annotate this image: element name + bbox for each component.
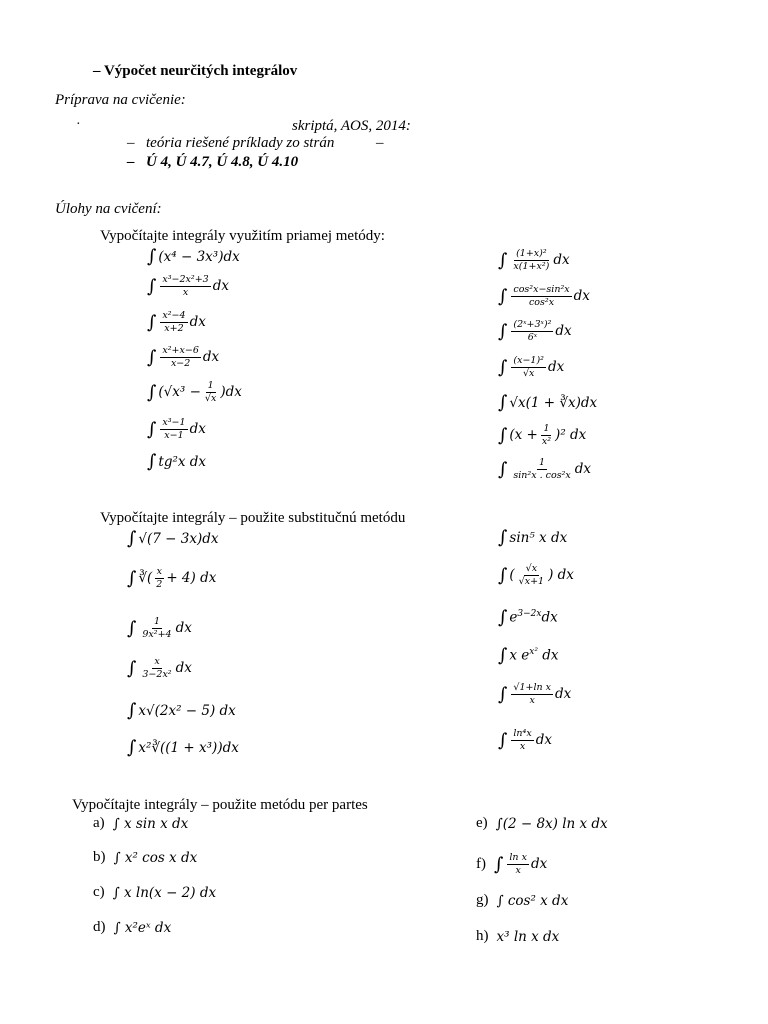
integral-parts-b: b) ∫ x² cos x dx (93, 849, 198, 866)
integral-subst-12: ∫ $\frac{\text{ln⁴x}}{x}$ dx (498, 728, 552, 752)
integral-direct-3: ∫ $\frac{\text{x²−4}}{x+2}$ dx (147, 310, 206, 334)
integral-subst-4: ∫ $\frac{x}{\text{3−2x²}}$ dx (127, 656, 192, 680)
integral-direct-2: ∫ $\frac{\text{x³−2x²+3}}{x}$ dx (147, 274, 229, 298)
integral-subst-2: ∫ ∛( $\frac{x}{2}$ + 4) dx (127, 566, 217, 590)
integral-direct-6: ∫ $\frac{\text{x³−1}}{x-1}$ dx (147, 417, 206, 441)
integral-direct-12: ∫ √x(1 + ∛x)dx (498, 392, 598, 413)
dash-marker: – (127, 135, 135, 151)
integral-direct-14: ∫ $\frac{1}{\text{sin²x . cos²x}}$ dx (498, 457, 591, 481)
integral-subst-10: ∫ x $e^{x^2}$ dx (498, 645, 559, 666)
integral-subst-6: ∫ x²∛((1 + x³))dx (127, 737, 239, 758)
integral-direct-5: ∫ (√x³ − $\frac{1}{√x}$ )dx (147, 380, 242, 404)
integral-direct-10: ∫ $\frac{\text{(2ˣ+3ˣ)²}}{\text{6ˣ}}$ dx (498, 319, 572, 343)
integral-direct-13: ∫ (x + $\frac{1}{\text{x²}}$ )² dx (498, 423, 587, 447)
integral-parts-h: h) x³ ln x dx (476, 928, 560, 945)
integral-subst-9: ∫ $e^{3-2x}dx$ (498, 607, 558, 628)
integral-subst-3: ∫ $\frac{1}{\text{9x²+4}}$ dx (127, 616, 192, 640)
section-subst-heading: Vypočítajte integrály – použite substitučnú metódu (100, 510, 406, 526)
integral-parts-a: a) ∫ x sin x dx (93, 815, 189, 832)
integral-parts-c: c) ∫ x ln(x − 2) dx (93, 884, 217, 901)
tasks-label: Úlohy na cvičení: (55, 201, 162, 217)
integral-parts-f: f) ∫ $\frac{\text{ln x}}{x}$ dx (476, 852, 548, 876)
integral-direct-7: ∫ tg²x dx (147, 451, 207, 472)
integral-subst-8: ∫ ( $\frac{√x}{√x+1}$ ) dx (498, 563, 574, 587)
integral-subst-11: ∫ $\frac{\text{√1+ln x}}{x}$ dx (498, 682, 572, 706)
integral-subst-1: ∫ √(7 − 3x)dx (127, 528, 219, 549)
integral-direct-1: ∫ (x⁴ − 3x³)dx (147, 246, 240, 267)
integral-subst-5: ∫ x√(2x² − 5) dx (127, 700, 236, 721)
theory-line: teória riešené príklady zo strán (146, 135, 335, 151)
integral-parts-g: g) ∫ cos² x dx (476, 892, 569, 909)
page-title: – Výpočet neurčitých integrálov (93, 63, 298, 79)
preparation-label: Príprava na cvičenie: (55, 92, 186, 108)
integral-direct-11: ∫ $\frac{\text{(x−1)²}}{√x}$ dx (498, 355, 565, 379)
integral-parts-e: e) ∫(2 − 8x) ln x dx (476, 815, 608, 832)
integral-direct-8: ∫ $\frac{\text{(1+x)²}}{\text{x(1+x²)}}$ dx (498, 248, 570, 272)
integral-direct-9: ∫ $\frac{\text{cos²x−sin²x}}{\text{cos²x}}$ dx (498, 284, 590, 308)
dash-marker: – (376, 135, 384, 151)
list-bullet: · (76, 117, 81, 132)
source-reference: skriptá, AOS, 2014: (292, 118, 411, 134)
integral-parts-d: d) ∫ x²eˣ dx (93, 919, 172, 936)
section-parts-heading: Vypočítajte integrály – použite metódu per partes (72, 797, 368, 813)
dash-marker: – (127, 154, 135, 170)
integral-subst-7: ∫ sin⁵ x dx (498, 527, 568, 548)
integral-direct-4: ∫ $\frac{\text{x²+x−6}}{x-2}$ dx (147, 345, 220, 369)
section-direct-heading: Vypočítajte integrály využitím priamej metódy: (100, 228, 385, 244)
exercise-list: Ú 4, Ú 4.7, Ú 4.8, Ú 4.10 (146, 154, 299, 170)
